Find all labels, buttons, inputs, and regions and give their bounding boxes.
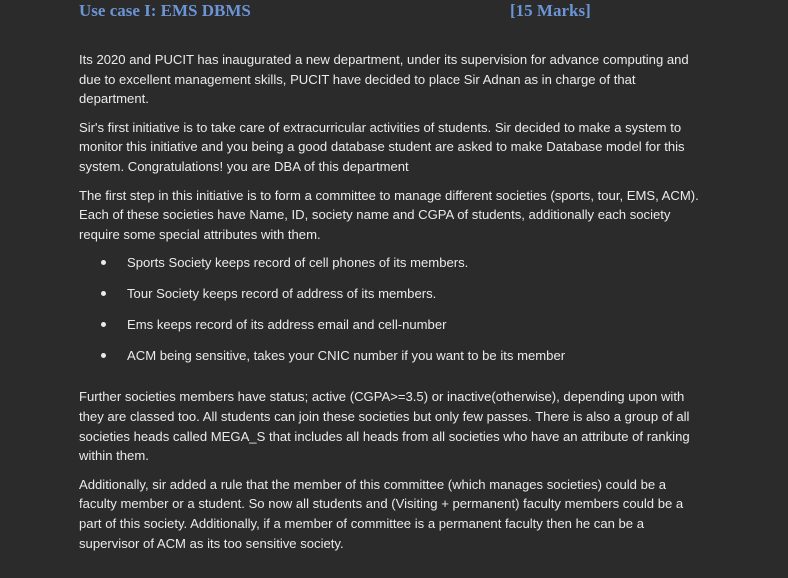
use-case-title: Use case I: EMS DBMS [79, 1, 251, 20]
bullet-icon [101, 353, 106, 358]
list-item [79, 315, 707, 335]
list-item-text: Tour Society keeps record of address of its members. [127, 286, 437, 302]
paragraph-initiative: Sir's first initiative is to take care of extracurricular activities of students. Sir decided to make a system to monitor this initiative and you being a good database student are asked to make Database model for this system. Congratulations! you are DBA of this department [79, 119, 685, 174]
list-item-text: ACM being sensitive, takes your CNIC number if you want to be its member [127, 348, 566, 364]
paragraph-membership-rule: Additionally, sir added a rule that the member of this committee (which manages societies) could be a faculty member or a student. So now all students and (Visiting + permanent) faculty members could be a part of this society. Additionally, if a member of committee is a permanent faculty then he can be a supervisor of ACM as its too sensitive society. [79, 476, 684, 551]
list-item [79, 346, 707, 366]
bullet-icon [101, 291, 106, 296]
list-item-text: Sports Society keeps record of cell phones of its members. [127, 255, 469, 271]
paragraph-intro: Its 2020 and PUCIT has inaugurated a new department, under its supervision for advance computing and due to excellent management skills, PUCIT have decided to place Sir Adnan as in charge of that department. [79, 52, 689, 107]
paragraph-status: Further societies members have status; active (CGPA>=3.5) or inactive(otherwise), depending upon with they are classed too. All students can join these societies but only few passes. There is also a group of all societies heads called MEGA_S that includes all heads from all societies who have an attribute of ranking within them. [79, 389, 690, 464]
document-body [79, 50, 707, 562]
bullet-icon [101, 260, 106, 265]
list-item-text: Ems keeps record of its address email and cell-number [127, 317, 447, 333]
society-attributes-list [79, 253, 707, 366]
paragraph-committee: The first step in this initiative is to form a committee to manage different societies (sports, tour, EMS, ACM). Each of these societies have Name, ID, society name and CGPA of students, additionally each society require some special attributes with them. [79, 187, 699, 242]
bullet-icon [101, 322, 106, 327]
list-item [79, 284, 707, 304]
marks-label: [15 Marks] [510, 1, 591, 20]
document-heading [79, 1, 788, 23]
list-item [79, 253, 707, 273]
